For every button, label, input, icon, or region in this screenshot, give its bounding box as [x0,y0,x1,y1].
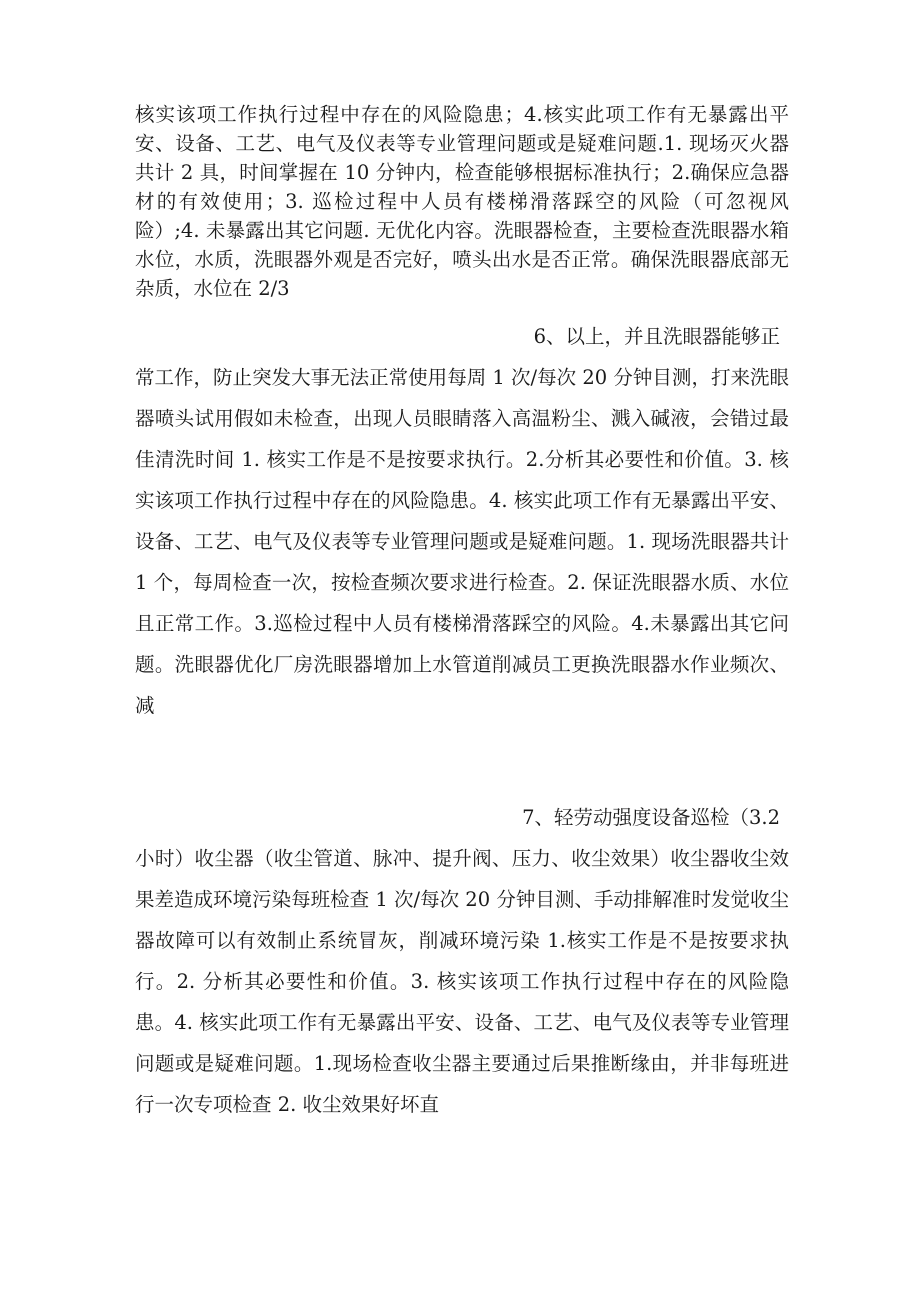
section-heading-6: 6、以上，并且洗眼器能够正 [533,325,780,348]
paragraph-1: 核实该项工作执行过程中存在的风险隐患；4.核实此项工作有无暴露出平安、设备、工艺、电气及仪表等专业管理问题或是疑难问题.1. 现场灭火器共计 2 具，时间掌握在 10 分钟内，检查能够根据标准执行；2.确保应急器材的有效使用；3. 巡检过程中人员有楼梯滑落踩空的风险（可忽视风险）;4. 未暴露出其它问题. 无优化内容。洗眼器检查，主要检查洗眼器水箱水位，水质，洗眼器外观是否完好，喷头出水是否正常。确保洗眼器底部无杂质，水位在 2/3 [135,103,789,300]
paragraph-3: 小时）收尘器（收尘管道、脉冲、提升阀、压力、收尘效果）收尘器收尘效果差造成环境污染每班检查 1 次/每次 20 分钟目测、手动排解准时发觉收尘器故障可以有效制止系统冒灰，削减环境污染 1.核实工作是不是按要求执行。2. 分析其必要性和价值。3. 核实该项工作执行过程中存在的风险隐患。4. 核实此项工作有无暴露出平安、设备、工艺、电气及仪表等专业管理问题或是疑难问题。1.现场检查收尘器主要通过后果推断缘由，并非每班进行一次专项检查 2. 收尘效果好坏直 [135,847,789,1116]
paragraph-block-3 [135,838,789,1125]
section-heading-7: 7、轻劳动强度设备巡检（3.2 [522,806,780,829]
paragraph-2: 常工作，防止突发大事无法正常使用每周 1 次/每次 20 分钟目测，打来洗眼器喷头试用假如未检查，出现人员眼睛落入高温粉尘、溅入碱液，会错过最佳清洗时间 1. 核实工作是不是按要求执行。2.分析其必要性和价值。3. 核实该项工作执行过程中存在的风险隐患。4. 核实此项工作有无暴露出平安、设备、工艺、电气及仪表等专业管理问题或是疑难问题。1. 现场洗眼器共计 1 个，每周检查一次，按检查频次要求进行检查。2. 保证洗眼器水质、水位且正常工作。3.巡检过程中人员有楼梯滑落踩空的风险。4.未暴露出其它问题。洗眼器优化厂房洗眼器增加上水管道削减员工更换洗眼器水作业频次、减 [135,366,789,717]
paragraph-block-2 [135,357,789,726]
paragraph-block-1 [135,100,789,303]
